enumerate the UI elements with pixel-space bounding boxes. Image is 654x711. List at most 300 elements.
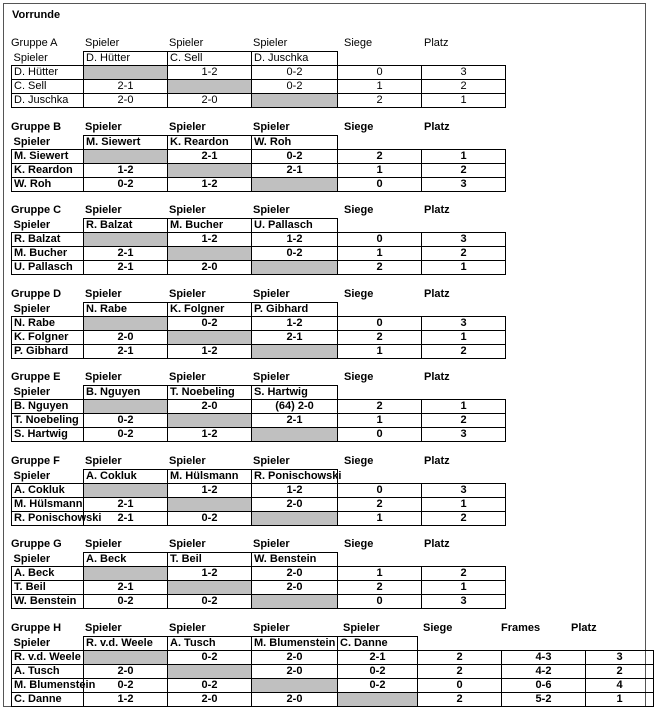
table-row [12,651,654,665]
group-header-row [11,538,506,552]
player-name: T. Noebeling [12,414,84,428]
player-name-row [12,386,506,400]
group-b [11,121,506,192]
match-result: 2-0 [252,581,338,595]
rank-value: 3 [422,317,506,331]
wins-value: 2 [338,261,422,275]
group-name: Gruppe E [11,371,61,383]
match-result: 0-2 [168,595,252,609]
match-result: 2-0 [252,651,338,665]
table-row [12,428,506,442]
table-row [12,317,506,331]
rank-value: 1 [422,498,506,512]
column-label-spieler: Spieler [169,622,206,634]
table-row [12,567,506,581]
wins-value: 2 [338,498,422,512]
rank-value: 3 [422,233,506,247]
self-match-cell [168,80,252,94]
match-result: 0-2 [84,428,168,442]
self-match-cell [252,679,338,693]
player-name: A. Cokluk [12,484,84,498]
match-result: 0-2 [84,414,168,428]
table-row [12,484,506,498]
column-label-spieler: Spieler [85,121,122,133]
rank-value: 2 [422,164,506,178]
player-name: R. Ponischowski [12,512,84,526]
rank-value: 1 [422,581,506,595]
column-label-spieler: Spieler [85,288,122,300]
opponent-name: R. v.d. Weele [84,637,168,651]
empty-cell [338,219,422,233]
rank-value: 3 [422,66,506,80]
match-result: 0-2 [168,679,252,693]
column-label-frames: Frames [501,622,541,634]
empty-cell [422,386,506,400]
group-header-row [11,455,506,469]
table-row [12,66,506,80]
match-result: 0-2 [168,317,252,331]
player-name-row [12,470,506,484]
opponent-name: D. Juschka [252,52,338,66]
match-result: 1-2 [252,233,338,247]
group-header-row [11,288,506,302]
rank-value: 3 [586,651,654,665]
player-name: D. Juschka [12,94,84,108]
wins-value: 0 [338,317,422,331]
self-match-cell [84,150,168,164]
frames-value: 5-2 [502,693,586,707]
wins-value: 2 [418,665,502,679]
rank-value: 1 [586,693,654,707]
match-result: 0-2 [168,651,252,665]
player-name-row [12,637,654,651]
group-name: Gruppe A [11,37,58,49]
match-result: 2-1 [84,498,168,512]
self-match-cell [84,317,168,331]
column-label-spieler: Spieler [85,622,122,634]
opponent-name: N. Rabe [84,303,168,317]
player-name: D. Hütter [12,66,84,80]
wins-value: 0 [338,428,422,442]
frames-value: 4-3 [502,651,586,665]
match-result: 1-2 [168,178,252,192]
wins-value: 1 [338,164,422,178]
match-result: 2-1 [84,261,168,275]
wins-value: 0 [338,484,422,498]
self-match-cell [252,178,338,192]
column-label-platz: Platz [424,371,450,383]
player-name: P. Gibhard [12,345,84,359]
player-name: W. Benstein [12,595,84,609]
rank-value: 2 [422,414,506,428]
rank-value: 4 [586,679,654,693]
rank-value: 2 [422,247,506,261]
self-match-cell [168,665,252,679]
opponent-name: A. Beck [84,553,168,567]
opponent-name: S. Hartwig [252,386,338,400]
column-label-spieler: Spieler [169,204,206,216]
table-row [12,331,506,345]
opponent-name: T. Beil [168,553,252,567]
table-row [12,345,506,359]
group-name: Gruppe D [11,288,62,300]
rank-value: 1 [422,150,506,164]
rank-value: 2 [422,567,506,581]
player-name: W. Roh [12,178,84,192]
column-label-siege: Siege [344,288,374,300]
column-label-spieler: Spieler [253,37,288,49]
opponent-name: K. Reardon [168,136,252,150]
table-row [12,400,506,414]
match-result: 1-2 [168,345,252,359]
self-match-cell [252,261,338,275]
player-name: A. Tusch [12,665,84,679]
results-table [11,469,506,526]
match-result: 2-1 [84,247,168,261]
player-name: A. Beck [12,567,84,581]
player-name: S. Hartwig [12,428,84,442]
opponent-name: R. Balzat [84,219,168,233]
column-label-spieler: Spieler [169,288,206,300]
match-result: 2-1 [252,414,338,428]
player-name: R. Balzat [12,233,84,247]
player-name: B. Nguyen [12,400,84,414]
group-name: Gruppe F [11,455,60,467]
table-row [12,80,506,94]
match-result: 2-1 [84,80,168,94]
opponent-name: P. Gibhard [252,303,338,317]
match-result: 1-2 [252,317,338,331]
player-name-row [12,136,506,150]
column-label-platz: Platz [424,37,449,49]
self-match-cell [84,233,168,247]
row-label-spieler: Spieler [13,469,51,482]
wins-value: 0 [418,679,502,693]
player-name-row [12,303,506,317]
match-result: 0-2 [168,512,252,526]
column-label-platz: Platz [424,204,450,216]
match-result: 2-1 [84,345,168,359]
empty-cell [338,470,422,484]
rank-value: 3 [422,595,506,609]
opponent-name: M. Bucher [168,219,252,233]
self-match-cell [168,164,252,178]
rank-value: 1 [422,261,506,275]
group-header-row [11,121,506,135]
wins-value: 2 [338,150,422,164]
self-match-cell [168,247,252,261]
player-name: T. Beil [12,581,84,595]
rank-value: 2 [422,512,506,526]
frames-value: 4-2 [502,665,586,679]
match-result: 0-2 [84,178,168,192]
table-row [12,679,654,693]
results-table [11,135,506,192]
column-label-spieler: Spieler [253,371,290,383]
opponent-name: C. Danne [338,637,418,651]
column-label-siege: Siege [344,538,374,550]
group-name: Gruppe G [11,538,62,550]
empty-cell [338,52,422,66]
column-label-spieler: Spieler [169,121,206,133]
table-row [12,414,506,428]
opponent-name: A. Cokluk [84,470,168,484]
player-name: M. Siewert [12,150,84,164]
match-result: 1-2 [168,428,252,442]
opponent-name: M. Blumenstein [252,637,338,651]
results-table [11,51,506,108]
rank-value: 1 [422,94,506,108]
player-name: U. Pallasch [12,261,84,275]
opponent-name: M. Hülsmann [168,470,252,484]
rank-value: 1 [422,400,506,414]
self-match-cell [252,94,338,108]
empty-cell [338,386,422,400]
column-label-platz: Platz [424,121,450,133]
empty-cell [422,303,506,317]
match-result: 2-1 [84,512,168,526]
player-name: M. Bucher [12,247,84,261]
table-row [12,247,506,261]
empty-cell [422,219,506,233]
rank-value: 3 [422,428,506,442]
column-label-siege: Siege [423,622,453,634]
table-row [12,581,506,595]
player-name: K. Reardon [12,164,84,178]
match-result: 0-2 [338,665,418,679]
match-result: 0-2 [84,679,168,693]
player-name-row [12,52,506,66]
opponent-name: D. Hütter [84,52,168,66]
table-row [12,693,654,707]
wins-value: 2 [418,693,502,707]
match-result: 2-0 [168,693,252,707]
player-name: C. Sell [12,80,84,94]
wins-value: 1 [338,414,422,428]
column-label-platz: Platz [424,288,450,300]
table-row [12,595,506,609]
match-result: 2-1 [252,164,338,178]
self-match-cell [168,414,252,428]
opponent-name: A. Tusch [168,637,252,651]
wins-value: 1 [338,567,422,581]
rank-value: 3 [422,484,506,498]
match-result: 2-0 [168,94,252,108]
column-label-spieler: Spieler [169,455,206,467]
self-match-cell [84,400,168,414]
row-label-spieler: Spieler [13,51,48,64]
match-result: 2-0 [168,261,252,275]
wins-value: 1 [338,512,422,526]
rank-value: 2 [586,665,654,679]
group-name: Gruppe B [11,121,62,133]
empty-cell [422,136,506,150]
self-match-cell [84,484,168,498]
wins-value: 2 [338,581,422,595]
results-table [11,636,654,707]
table-row [12,150,506,164]
player-name: C. Danne [12,693,84,707]
self-match-cell [252,512,338,526]
match-result: 2-1 [168,150,252,164]
row-label-spieler: Spieler [13,218,51,231]
wins-value: 1 [338,345,422,359]
group-header-row [11,622,654,636]
match-result: 2-1 [252,331,338,345]
match-result: 1-2 [84,164,168,178]
self-match-cell [338,693,418,707]
match-result: 0-2 [338,679,418,693]
empty-cell [502,637,586,651]
column-label-platz: Platz [424,538,450,550]
group-a [11,37,506,108]
opponent-name: R. Ponischowski [252,470,338,484]
match-result: 0-2 [252,80,338,94]
column-label-siege: Siege [344,455,374,467]
match-result: 0-2 [252,247,338,261]
column-label-spieler: Spieler [85,204,122,216]
results-table [11,302,506,359]
group-header-row [11,204,506,218]
self-match-cell [168,581,252,595]
page-title: Vorrunde [12,9,61,21]
empty-cell [338,303,422,317]
table-row [12,178,506,192]
match-result: 2-0 [84,94,168,108]
column-label-spieler: Spieler [253,455,290,467]
opponent-name: T. Noebeling [168,386,252,400]
group-c [11,204,506,275]
self-match-cell [84,66,168,80]
table-row [12,498,506,512]
wins-value: 0 [338,233,422,247]
table-row [12,665,654,679]
player-name-row [12,219,506,233]
player-name-row [12,553,506,567]
opponent-name: W. Roh [252,136,338,150]
row-label-spieler: Spieler [13,302,51,315]
empty-cell [422,553,506,567]
group-d [11,288,506,359]
column-label-spieler: Spieler [85,37,120,49]
opponent-name: K. Folgner [168,303,252,317]
match-result: 0-2 [84,595,168,609]
match-result: 1-2 [168,66,252,80]
wins-value: 1 [338,80,422,94]
column-label-spieler: Spieler [253,622,290,634]
group-name: Gruppe H [11,622,62,634]
group-f [11,455,506,526]
column-label-spieler: Spieler [169,37,204,49]
column-label-siege: Siege [344,121,374,133]
match-result: 1-2 [168,233,252,247]
match-result: 2-0 [252,567,338,581]
match-result: 1-2 [168,567,252,581]
column-label-siege: Siege [344,371,374,383]
match-result: 2-1 [338,651,418,665]
column-label-siege: Siege [344,37,373,49]
column-label-spieler: Spieler [85,455,122,467]
group-name: Gruppe C [11,204,62,216]
frames-value: 0-6 [502,679,586,693]
column-label-platz: Platz [424,455,450,467]
self-match-cell [252,428,338,442]
match-result: 0-2 [252,150,338,164]
row-label-spieler: Spieler [13,552,51,565]
wins-value: 0 [338,595,422,609]
wins-value: 2 [418,651,502,665]
player-name: N. Rabe [12,317,84,331]
group-header-row [11,371,506,385]
group-g [11,538,506,609]
match-result: 0-2 [252,66,338,80]
group-h [11,622,654,707]
column-label-spieler: Spieler [253,204,290,216]
column-label-spieler: Spieler [253,288,290,300]
rank-value: 2 [422,345,506,359]
match-result: 2-0 [84,331,168,345]
results-table [11,552,506,609]
player-name: M. Hülsmann [12,498,84,512]
row-label-spieler: Spieler [13,385,51,398]
self-match-cell [168,331,252,345]
column-label-spieler: Spieler [343,622,380,634]
empty-cell [338,136,422,150]
match-result: 1-2 [252,484,338,498]
match-result: 2-0 [84,665,168,679]
match-result: 2-1 [84,581,168,595]
player-name: M. Blumenstein [12,679,84,693]
match-result: 2-0 [252,498,338,512]
column-label-spieler: Spieler [253,121,290,133]
wins-value: 2 [338,400,422,414]
match-result: 2-0 [168,400,252,414]
player-name: R. v.d. Weele [12,651,84,665]
match-result: (64) 2-0 [252,400,338,414]
empty-cell [418,637,502,651]
table-row [12,94,506,108]
results-table [11,385,506,442]
row-label-spieler: Spieler [13,135,51,148]
rank-value: 3 [422,178,506,192]
empty-cell [338,553,422,567]
opponent-name: W. Benstein [252,553,338,567]
opponent-name: M. Siewert [84,136,168,150]
column-label-spieler: Spieler [85,371,122,383]
table-row [12,512,506,526]
table-row [12,261,506,275]
match-result: 1-2 [168,484,252,498]
self-match-cell [84,567,168,581]
self-match-cell [252,595,338,609]
empty-cell [422,470,506,484]
column-label-spieler: Spieler [169,538,206,550]
group-header-row [11,37,506,51]
column-label-spieler: Spieler [169,371,206,383]
match-result: 2-0 [252,665,338,679]
wins-value: 1 [338,247,422,261]
self-match-cell [252,345,338,359]
empty-cell [586,637,654,651]
column-label-spieler: Spieler [253,538,290,550]
empty-cell [422,52,506,66]
column-label-spieler: Spieler [85,538,122,550]
self-match-cell [84,651,168,665]
wins-value: 0 [338,66,422,80]
opponent-name: U. Pallasch [252,219,338,233]
player-name: K. Folgner [12,331,84,345]
row-label-spieler: Spieler [13,636,51,649]
